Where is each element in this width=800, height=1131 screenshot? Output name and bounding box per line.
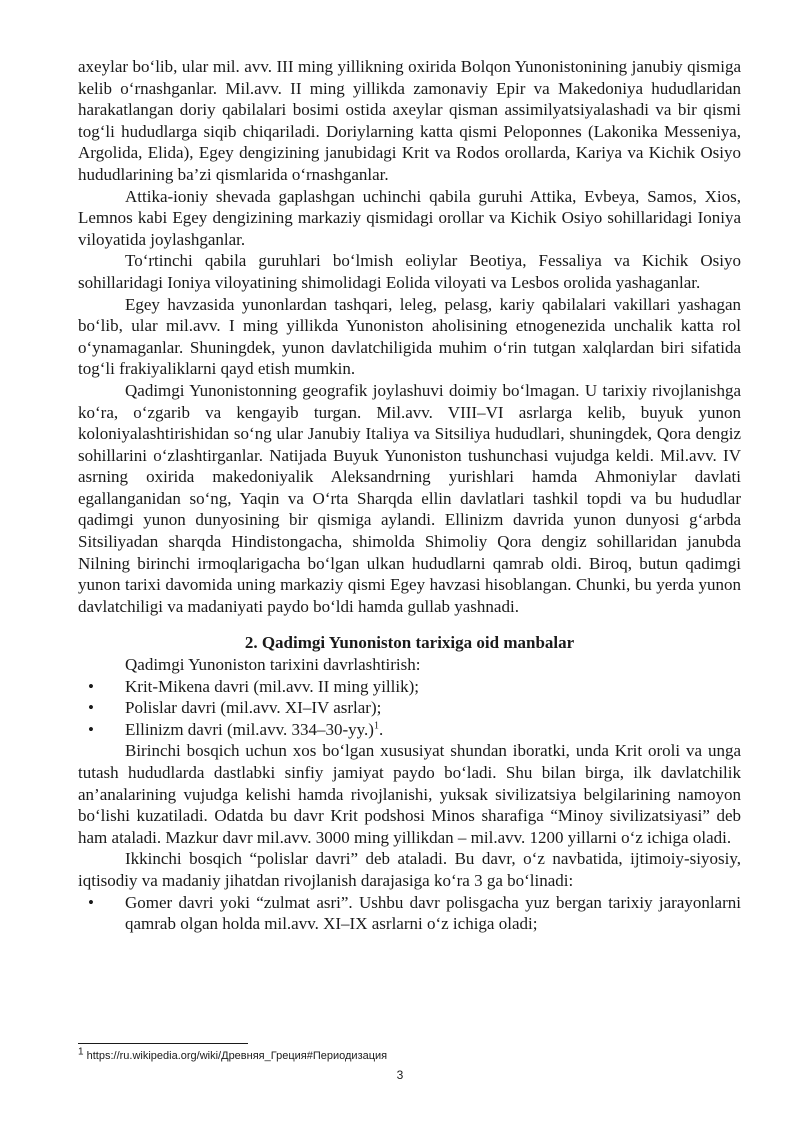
footnote-reference[interactable]: 1 <box>373 720 379 732</box>
period-text: Krit-Mikena davri (mil.avv. II ming yillik); <box>125 676 419 696</box>
page-body <box>78 56 741 935</box>
paragraph-axeylar: axeylar bo‘lib, ular mil. avv. III ming yillikning oxirida Bolqon Yunonistonining janubiy qismiga kelib o‘rnashganlar. Mil.avv. II ming yillikda zamonaviy Epir va Makedoniya hududlaridan harakatlangan doriy qabilalari bosimi ostida axeylar qisman assimilyatsiyalashadi va bir qismi tog‘li hududlarga siqib chiqariladi. Doriylarning katta qismi Peloponnes (Lakonika Messeniya, Argolida, Elida), Egey dengizining janubidagi Krit va Rodos orollarda, Kariya va Kichik Osiyo hududlarining ba’zi qismlarida o‘rnashganlar. <box>78 57 741 184</box>
footnote-link[interactable]: https://ru.wikipedia.org/wiki/Древняя_Греция#Периодизация <box>83 1050 388 1062</box>
period-end-punctuation: . <box>378 719 384 739</box>
period-text: Polislar davri (mil.avv. XI–IV asrlar); <box>125 698 382 718</box>
footnote-marker: 1 <box>78 1046 84 1058</box>
list-item <box>78 892 741 935</box>
list-item <box>78 676 741 698</box>
footnote <box>78 1046 741 1063</box>
periodization-intro: Qadimgi Yunoniston tarixini davrlashtirish: <box>125 655 421 675</box>
footnote-divider <box>78 1043 248 1044</box>
paragraph-ikkinchi-bosqich: Ikkinchi bosqich “polislar davri” deb ataladi. Bu davr, o‘z navbatida, ijtimoiy-siyosiy, iqtisodiy va madaniy jihatdan rivojlanish darajasiga ko‘ra 3 ga bo‘linadi: <box>78 849 741 890</box>
list-item <box>78 697 741 719</box>
list-item <box>78 719 741 741</box>
stage-text: Gomer davri yoki “zulmat asri”. Ushbu davr polisgacha yuz bergan tarixiy jarayonlarni qamrab olgan holda mil.avv. XI–IX asrlarni o‘z ichiga oladi; <box>125 892 741 934</box>
paragraph-birinchi-bosqich: Birinchi bosqich uchun xos bo‘lgan xususiyat shundan iboratki, unda Krit oroli va unga tutash hududlarda dastlabki sinfiy jamiyat paydo bo‘ladi. Shu bilan birga, ilk davlatchilik an’analarining vujudga kelishi hamda rivojlanishi, yuksak sivilizatsiya belgilarining namoyon bo‘lishi kuzatiladi. Odatda bu davr Krit podshosi Minos sharafiga “Minoy sivilizatsiyasi” deb ham ataladi. Mazkur davr mil.avv. 3000 ming yillikdan – mil.avv. 1200 yillarni o‘z ichiga oladi. <box>78 741 741 847</box>
paragraph-egey-havzasi: Egey havzasida yunonlardan tashqari, leleg, pelasg, kariy qabilalari vakillari yashagan bo‘lib, ular mil.avv. I ming yillikda Yunoniston aholisining etnogenezida unchalik katta rol o‘ynamaganlar. Shuningdek, yunon davlatchiligida muhim o‘rin tutgan xalqlardan biri sifatida tog‘li frakiyaliklarni qayd etish mumkin. <box>78 294 741 379</box>
polis-stages-list <box>78 892 741 935</box>
paragraph-eoliylar: To‘rtinchi qabila guruhlari bo‘lmish eoliylar Beotiya, Fessaliya va Kichik Osiyo sohillaridagi Ioniya viloyatining shimolidagi Eolida viloyati va Lesbos orolida yashaganlar. <box>78 251 741 292</box>
section-heading: 2. Qadimgi Yunoniston tarixiga oid manbalar <box>244 633 575 653</box>
paragraph-attika-ioniy: Attika-ioniy shevada gaplashgan uchinchi qabila guruhi Attika, Evbeya, Samos, Xios, Lemnos kabi Egey dengizining markaziy qismidagi orollar va Kichik Osiyo sohillaridagi Ioniya viloyatida joylashganlar. <box>78 186 741 249</box>
bullet: • <box>88 719 94 739</box>
bullet: • <box>88 892 94 912</box>
paragraph-geografik-joylashuv: Qadimgi Yunonistonning geografik joylashuvi doimiy bo‘lmagan. U tarixiy rivojlanishga ko‘ra, o‘zgarib va kengayib turgan. Mil.avv. VIII–VI asrlarga kelib, buyuk yunon koloniyalashtirishidan so‘ng ular Janubiy Italiya va Sitsiliya hududlari, shuningdek, Qora dengiz sohillarini o‘zlashtirganlar. Natijada Buyuk Yunoniston tushunchasi vujudga keldi. Mil.avv. IV asrning oxirida makedoniyalik Aleksandrning yurishlari hamda Ahmoniylar davlati egallanganidan so‘ng, Yaqin va O‘rta Sharqda ellin davlatlari tashkil topdi va bu hududlar qadimgi yunon dunyosining bir qismiga aylandi. Ellinizm davrida yunon dunyosi g‘arbda Sitsiliyadan sharqda Hindistongacha, shimolda Shimoliy Qora dengiz sohillaridan janubda Nilning birinchi irmoqlarigacha bo‘lgan ulkan hududlarni qamrab oldi. Biroq, butun qadimgi yunon tarixi davomida uning markaziy qismi Egey havzasi hisoblangan. Chunki, bu yerda yunon davlatchiligi va madaniyati paydo bo‘ldi hamda gullab yashnadi. <box>78 380 741 616</box>
page-number: 3 <box>396 1068 404 1082</box>
bullet: • <box>88 676 94 696</box>
bullet: • <box>88 698 94 718</box>
period-text: Ellinizm davri (mil.avv. 334–30-yy.) <box>125 719 374 739</box>
periodization-list <box>78 676 741 741</box>
